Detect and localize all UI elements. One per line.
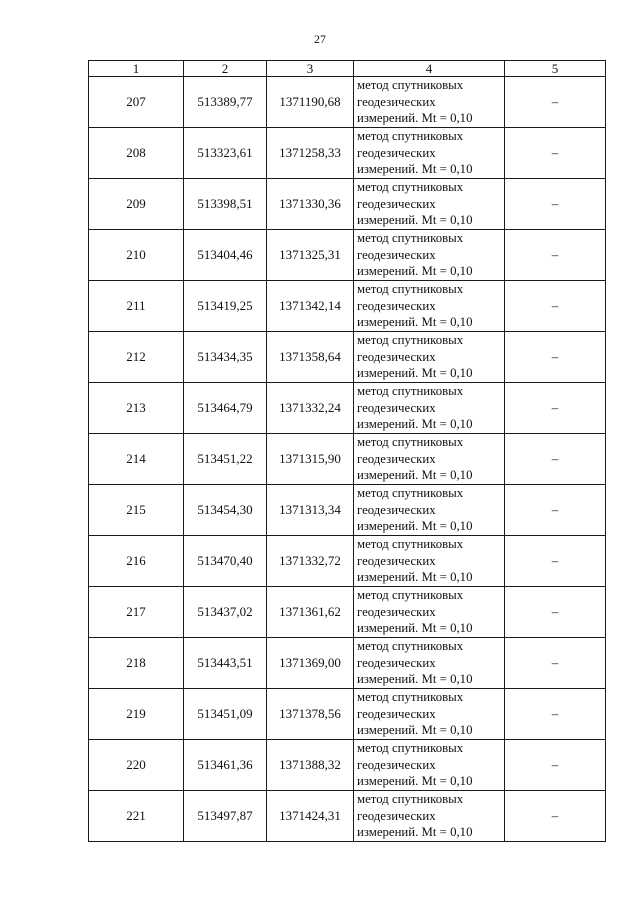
table-row (89, 638, 606, 689)
point-number: 208 (89, 128, 184, 179)
coordinate-y: 1371424,31 (267, 791, 354, 842)
method-description (354, 485, 505, 536)
table-row (89, 434, 606, 485)
method-line: геодезических (357, 604, 436, 619)
note-dash: – (505, 740, 606, 791)
point-number: 216 (89, 536, 184, 587)
table-row (89, 536, 606, 587)
note-dash: – (505, 179, 606, 230)
note-dash: – (505, 281, 606, 332)
method-line: геодезических (357, 94, 436, 109)
method-line: метод спутниковых (357, 435, 464, 450)
method-line: измерений. Mt = 0,10 (357, 621, 473, 636)
method-line: измерений. Mt = 0,10 (357, 672, 473, 687)
method-line: метод спутниковых (357, 792, 464, 807)
coordinate-y: 1371378,56 (267, 689, 354, 740)
method-line: измерений. Mt = 0,10 (357, 264, 473, 279)
method-line: измерений. Mt = 0,10 (357, 111, 473, 126)
method-line: измерений. Mt = 0,10 (357, 825, 473, 840)
note-dash: – (505, 77, 606, 128)
note-dash: – (505, 230, 606, 281)
method-line: метод спутниковых (357, 282, 464, 297)
note-dash: – (505, 791, 606, 842)
coordinate-x: 513434,35 (184, 332, 267, 383)
point-number: 214 (89, 434, 184, 485)
point-number: 217 (89, 587, 184, 638)
method-line: измерений. Mt = 0,10 (357, 315, 473, 330)
method-description (354, 128, 505, 179)
method-line: геодезических (357, 196, 436, 211)
coordinate-x: 513398,51 (184, 179, 267, 230)
table-row (89, 230, 606, 281)
method-description (354, 536, 505, 587)
point-number: 218 (89, 638, 184, 689)
coordinate-y: 1371313,34 (267, 485, 354, 536)
table-row (89, 485, 606, 536)
coordinate-x: 513461,36 (184, 740, 267, 791)
coordinate-x: 513464,79 (184, 383, 267, 434)
table-row (89, 383, 606, 434)
column-header-2: 2 (184, 61, 267, 77)
coordinate-x: 513451,09 (184, 689, 267, 740)
note-dash: – (505, 689, 606, 740)
note-dash: – (505, 128, 606, 179)
column-header-1: 1 (89, 61, 184, 77)
coordinate-y: 1371325,31 (267, 230, 354, 281)
note-dash: – (505, 383, 606, 434)
method-line: измерений. Mt = 0,10 (357, 366, 473, 381)
table-row (89, 128, 606, 179)
method-description (354, 587, 505, 638)
method-description (354, 791, 505, 842)
page-number: 27 (314, 32, 326, 46)
method-line: геодезических (357, 655, 436, 670)
note-dash: – (505, 434, 606, 485)
coordinate-y: 1371258,33 (267, 128, 354, 179)
coordinate-x: 513437,02 (184, 587, 267, 638)
point-number: 207 (89, 77, 184, 128)
coordinate-y: 1371358,64 (267, 332, 354, 383)
method-line: геодезических (357, 451, 436, 466)
coordinates-table (88, 60, 606, 842)
method-line: геодезических (357, 400, 436, 415)
table-row (89, 689, 606, 740)
point-number: 220 (89, 740, 184, 791)
method-description (354, 230, 505, 281)
method-line: измерений. Mt = 0,10 (357, 570, 473, 585)
note-dash: – (505, 536, 606, 587)
method-description (354, 77, 505, 128)
coordinate-x: 513404,46 (184, 230, 267, 281)
method-line: метод спутниковых (357, 78, 464, 93)
method-description (354, 434, 505, 485)
method-description (354, 638, 505, 689)
method-description (354, 740, 505, 791)
coordinate-y: 1371369,00 (267, 638, 354, 689)
method-line: метод спутниковых (357, 690, 464, 705)
point-number: 211 (89, 281, 184, 332)
method-line: геодезических (357, 298, 436, 313)
note-dash: – (505, 332, 606, 383)
method-line: метод спутниковых (357, 231, 464, 246)
column-header-3: 3 (267, 61, 354, 77)
coordinate-y: 1371342,14 (267, 281, 354, 332)
method-line: измерений. Mt = 0,10 (357, 417, 473, 432)
table-row (89, 281, 606, 332)
method-line: измерений. Mt = 0,10 (357, 162, 473, 177)
point-number: 219 (89, 689, 184, 740)
point-number: 215 (89, 485, 184, 536)
table-row (89, 332, 606, 383)
coordinate-x: 513454,30 (184, 485, 267, 536)
coordinate-x: 513470,40 (184, 536, 267, 587)
note-dash: – (505, 587, 606, 638)
method-line: метод спутниковых (357, 486, 464, 501)
method-line: измерений. Mt = 0,10 (357, 468, 473, 483)
method-line: метод спутниковых (357, 537, 464, 552)
method-line: геодезических (357, 502, 436, 517)
coordinate-y: 1371388,32 (267, 740, 354, 791)
column-header-4: 4 (354, 61, 505, 77)
method-line: метод спутниковых (357, 384, 464, 399)
point-number: 210 (89, 230, 184, 281)
coordinate-y: 1371315,90 (267, 434, 354, 485)
method-line: геодезических (357, 553, 436, 568)
table-row (89, 740, 606, 791)
method-description (354, 179, 505, 230)
table-row (89, 77, 606, 128)
method-line: измерений. Mt = 0,10 (357, 774, 473, 789)
table-row (89, 791, 606, 842)
method-line: измерений. Mt = 0,10 (357, 213, 473, 228)
table-row (89, 179, 606, 230)
method-line: метод спутниковых (357, 741, 464, 756)
method-line: метод спутниковых (357, 129, 464, 144)
method-description (354, 332, 505, 383)
coordinate-y: 1371332,72 (267, 536, 354, 587)
point-number: 212 (89, 332, 184, 383)
coordinate-y: 1371330,36 (267, 179, 354, 230)
coordinate-x: 513419,25 (184, 281, 267, 332)
method-line: геодезических (357, 247, 436, 262)
coordinate-x: 513389,77 (184, 77, 267, 128)
coordinate-y: 1371190,68 (267, 77, 354, 128)
point-number: 209 (89, 179, 184, 230)
method-line: измерений. Mt = 0,10 (357, 723, 473, 738)
method-line: геодезических (357, 706, 436, 721)
method-line: метод спутниковых (357, 180, 464, 195)
method-line: геодезических (357, 145, 436, 160)
table-body (89, 77, 606, 842)
method-line: метод спутниковых (357, 639, 464, 654)
method-description (354, 383, 505, 434)
coordinate-y: 1371361,62 (267, 587, 354, 638)
method-line: геодезических (357, 757, 436, 772)
method-line: метод спутниковых (357, 333, 464, 348)
note-dash: – (505, 485, 606, 536)
method-line: измерений. Mt = 0,10 (357, 519, 473, 534)
coordinate-y: 1371332,24 (267, 383, 354, 434)
column-header-5: 5 (505, 61, 606, 77)
note-dash: – (505, 638, 606, 689)
coordinate-x: 513497,87 (184, 791, 267, 842)
table-row (89, 587, 606, 638)
coordinate-x: 513451,22 (184, 434, 267, 485)
method-description (354, 689, 505, 740)
point-number: 213 (89, 383, 184, 434)
method-description (354, 281, 505, 332)
method-line: метод спутниковых (357, 588, 464, 603)
point-number: 221 (89, 791, 184, 842)
coordinate-x: 513323,61 (184, 128, 267, 179)
method-line: геодезических (357, 808, 436, 823)
coordinate-x: 513443,51 (184, 638, 267, 689)
table-header-row (89, 61, 606, 77)
method-line: геодезических (357, 349, 436, 364)
